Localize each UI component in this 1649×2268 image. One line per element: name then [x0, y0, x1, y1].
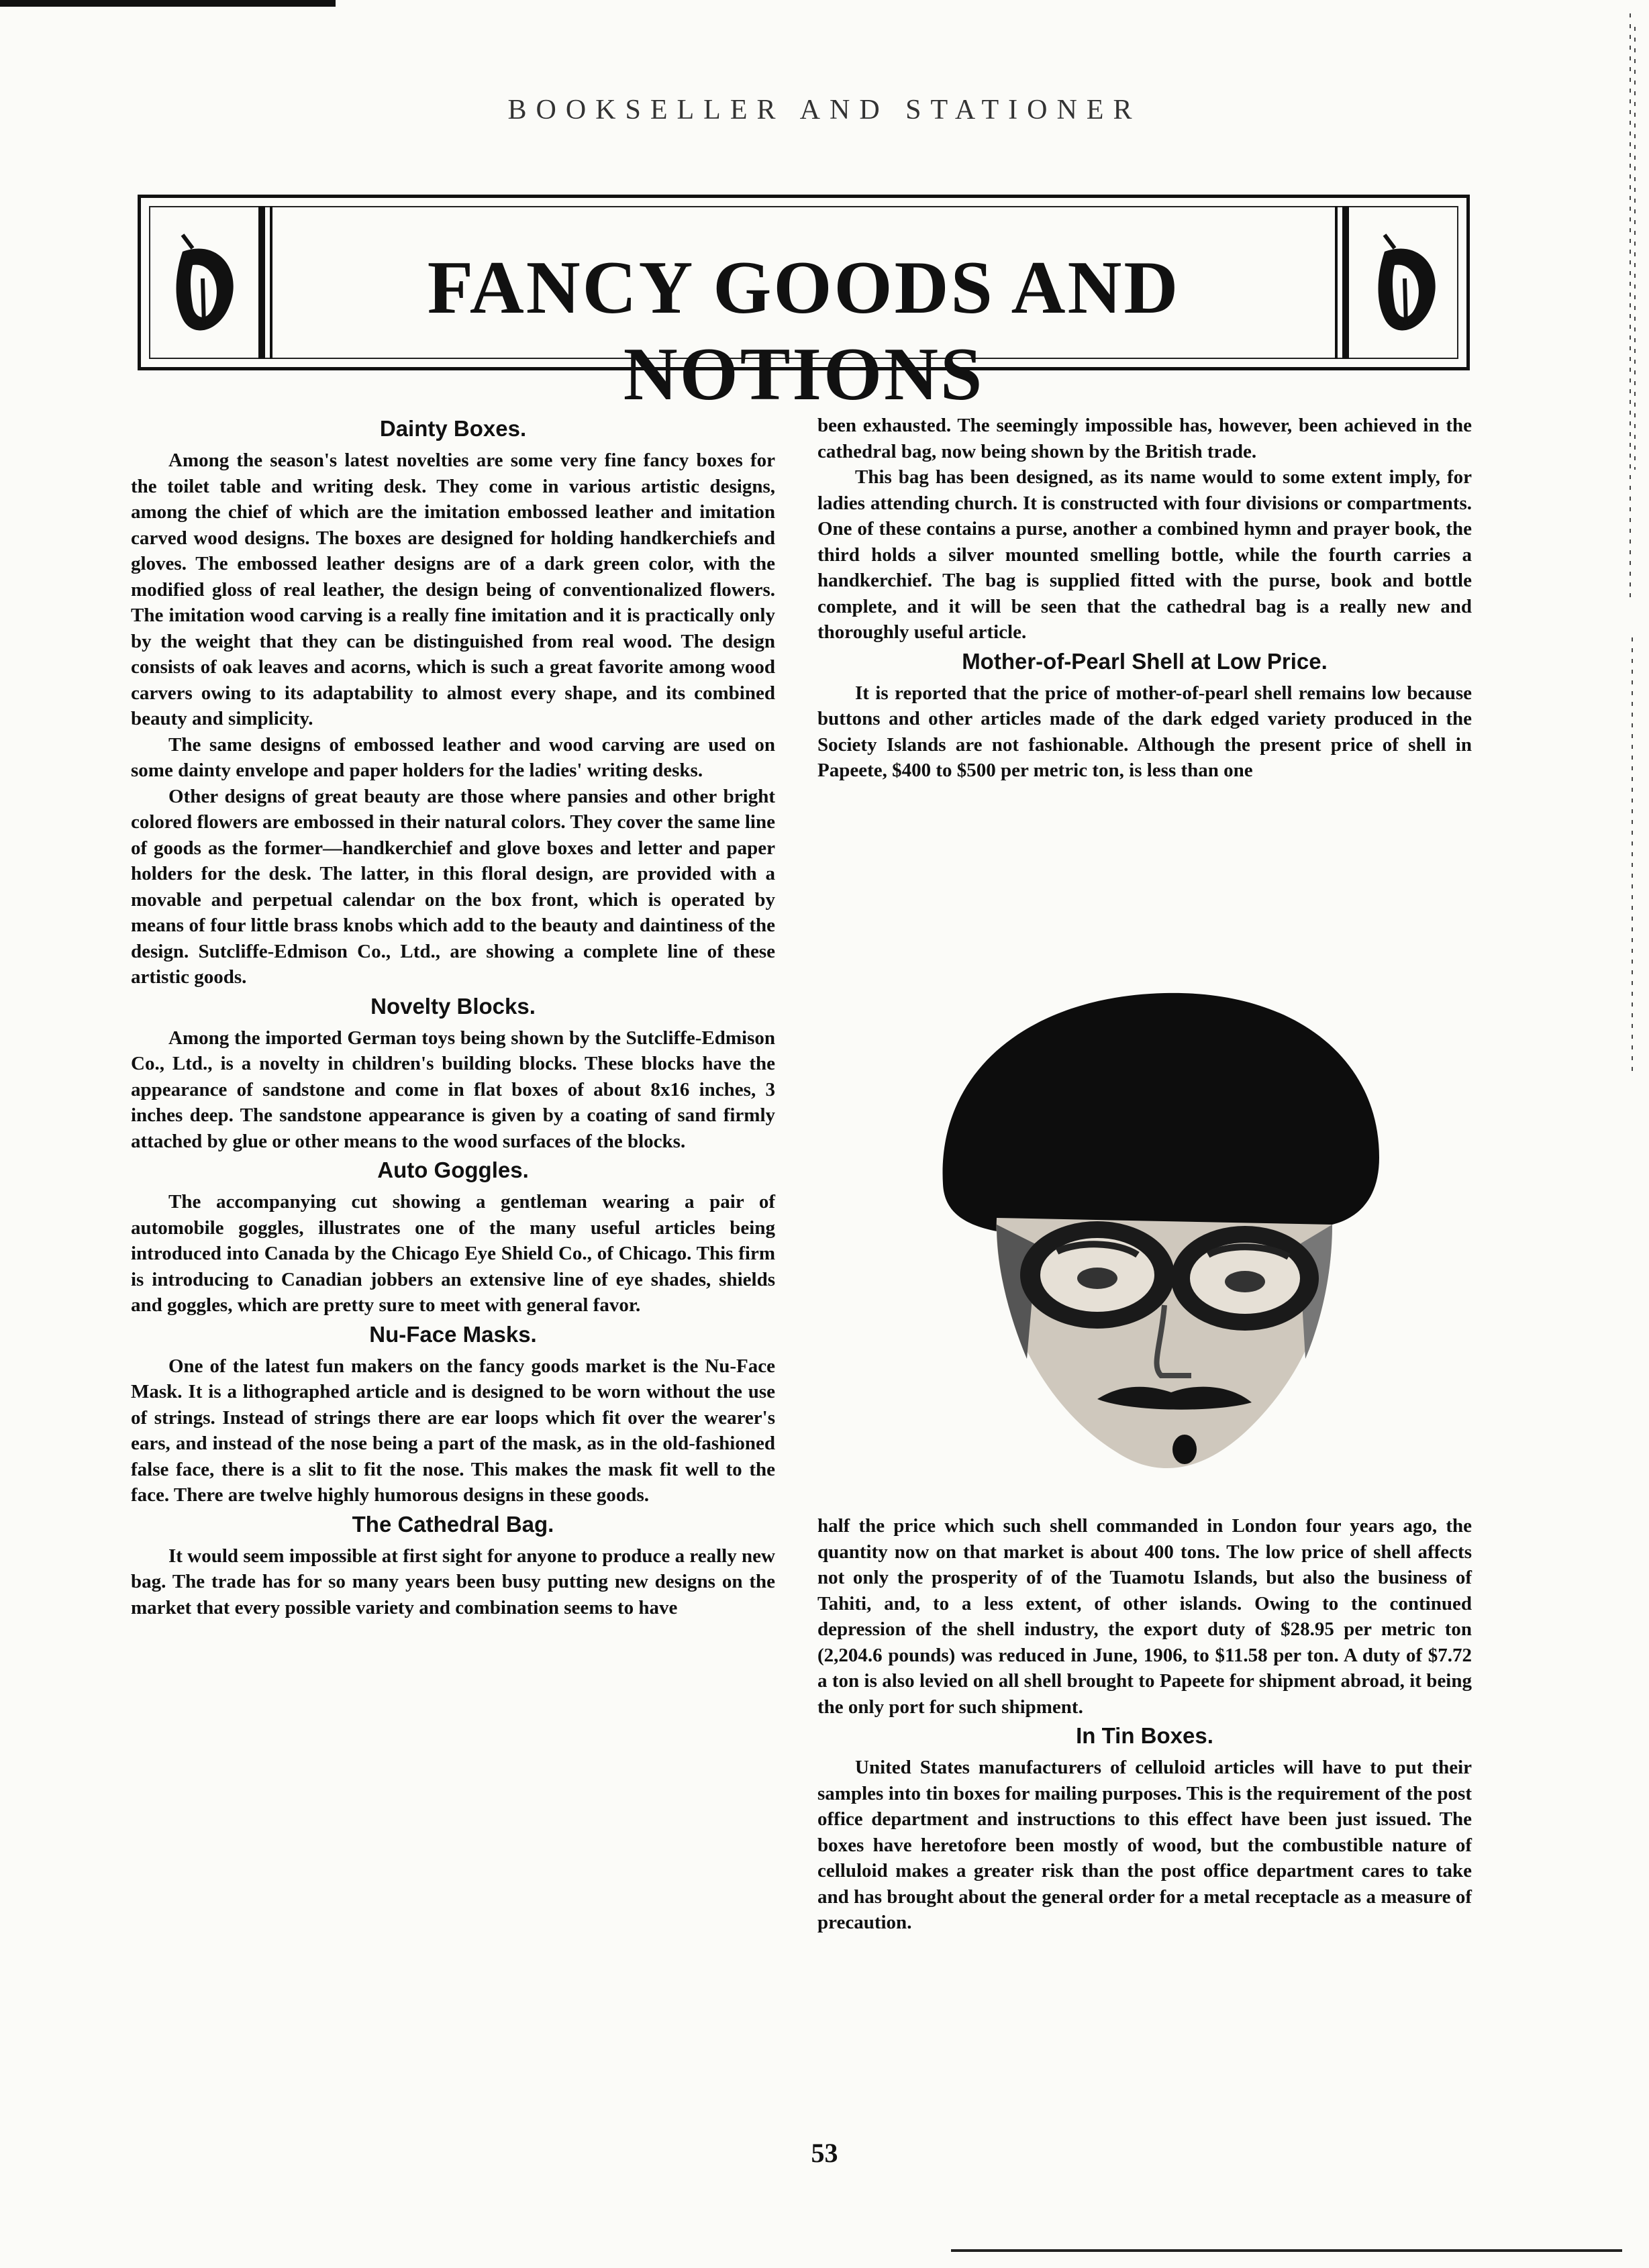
- goggles-portrait-illustration: [896, 956, 1406, 1493]
- article-heading: The Cathedral Bag.: [352, 1511, 554, 1537]
- article-heading: Novelty Blocks.: [370, 993, 536, 1019]
- article-paragraph: It would seem impossible at first sight for anyone to produce a really new bag. The trade has for so many years been busy putting new designs on the market that every possible variety and combination seems to have: [131, 1545, 775, 1618]
- banner-title: FANCY GOODS AND NOTIONS: [427, 246, 1181, 416]
- right-column-top: [817, 413, 1472, 784]
- article-paragraph: Among the imported German toys being shown by the Sutcliffe-Edmison Co., Ltd., is a novelty in children's building blocks. These blocks have the appearance of sandstone and come in flat boxes of about 8x16 inches, 3 inches deep. The sandstone appearance is given by a coating of sand firmly attached by glue or other means to the wood surfaces of the blocks.: [131, 1027, 775, 1152]
- article-paragraph: This bag has been designed, as its name would to some extent imply, for ladies attending church. It is constructed with four divisions or compartments. One of these contains a purse, another a combined hymn and prayer book, the third holds a silver mounted smelling bottle, while the fourth carries a handkerchief. The bag is supplied fitted with the purse, book and bottle complete, and it will be seen that the cathedral bag is a really new and thoroughly useful article.: [817, 466, 1472, 643]
- article-paragraph: One of the latest fun makers on the fancy goods market is the Nu-Face Mask. It is a lithographed article and is designed to be worn without the use of strings. Instead of strings there are ear loops which fit over the wearer's ears, and instead of the nose being a part of the mask, as in the old-fashioned false face, there is a slit to fit the nose. This makes the mask fit well to the face. There are twelve highly humorous designs in these goods.: [131, 1355, 775, 1506]
- article-paragraph: Among the season's latest novelties are some very fine fancy boxes for the toilet table and writing desk. They come in various artistic designs, among the chief of which are the imitation embossed leather and imitation carved wood designs. The boxes are designed for holding handkerchiefs and gloves. The embossed leather designs are of a dark green color, with the modified gloss of real leather, the design being of conventionalized flowers. The imitation wood carving is a really fine imitation and it is practically only by the weight that they can be distinguished from real wood. The design consists of oak leaves and acorns, which is such a great favorite among wood carvers owing to its adaptability to almost every shape, and its combined beauty and simplicity.: [131, 450, 775, 729]
- banner-divider-right: [1342, 206, 1349, 359]
- right-column-bottom: [817, 1513, 1472, 1936]
- article-paragraph: The accompanying cut showing a gentleman wearing a pair of automobile goggles, illustrates one of the many useful articles being introduced into Canada by the Chicago Eye Shield Co., of Chicago. This firm is introducing to Canadian jobbers an extensive line of eye shades, shields and goggles, which are pretty sure to meet with general favor.: [131, 1191, 775, 1316]
- article-heading: In Tin Boxes.: [1076, 1723, 1213, 1748]
- article-heading: Nu-Face Masks.: [369, 1321, 537, 1347]
- banner-divider-right-thin: [1335, 206, 1338, 359]
- bottom-rule: [951, 2249, 1622, 2252]
- banner-divider-left-thin: [270, 206, 272, 359]
- left-column: [131, 413, 775, 1620]
- leaf-ornament-icon: [1358, 225, 1452, 346]
- article-paragraph: It is reported that the price of mother-of-pearl shell remains low because buttons and other articles made of the dark edged variety produced in the Society Islands are not fashionable. Although the present price of shell in Papeete, $400 to $500 per metric ton, is less than one: [817, 682, 1472, 781]
- scan-edge-marks: [1627, 0, 1644, 1141]
- article-paragraph: half the price which such shell commanded in London four years ago, the quantity now on that market is about 400 tons. The low price of shell affects not only the prosperity of of the Tuamotu Islands, but also the business of Tahiti, and, to a less extent, of other islands. Owing to the continued depression of the shell industry, the export duty of $28.95 per metric ton (2,204.6 pounds) was reduced in June, 1906, to $11.58 per ton. A duty of $7.72 a ton is also levied on all shell brought to Papeete for shipment abroad, it being the only port for such shipment.: [817, 1515, 1472, 1718]
- article-paragraph: Other designs of great beauty are those where pansies and other bright colored flowers are embossed in their natural colors. They cover the same line of goods as the former—handkerchief and glove boxes and letter and paper holders for the desk. The latter, in this floral design, are provided with a movable and perpetual calendar on the box front, which is operated by means of four little brass knobs which add to the beauty and daintiness of the design. Sutcliffe-Edmison Co., Ltd., are showing a complete line of these artistic goods.: [131, 785, 775, 988]
- top-rule: [0, 0, 336, 7]
- article-heading: Dainty Boxes.: [379, 416, 527, 441]
- banner-divider-left: [258, 206, 265, 359]
- section-banner: [138, 195, 1470, 416]
- leaf-ornament-icon: [156, 225, 250, 346]
- running-head: BOOKSELLER AND STATIONER: [507, 95, 1142, 125]
- article-heading: Mother-of-Pearl Shell at Low Price.: [962, 648, 1328, 674]
- article-paragraph: been exhausted. The seemingly impossible has, however, been achieved in the cathedral bag, now being shown by the British trade.: [817, 415, 1472, 462]
- article-paragraph: The same designs of embossed leather and wood carving are used on some dainty envelope and paper holders for the ladies' writing desks.: [131, 733, 775, 781]
- page-number: 53: [811, 2138, 838, 2168]
- article-paragraph: United States manufacturers of celluloid articles will have to put their samples into tin boxes for mailing purposes. This is the requirement of the post office department and instructions to this effect have been just issued. The boxes have heretofore been mostly of wood, but the combustible nature of celluloid makes a greater risk than the post office department cares to take and has brought about the general order for a metal receptacle as a measure of precaution.: [817, 1757, 1472, 1933]
- article-heading: Auto Goggles.: [377, 1157, 529, 1182]
